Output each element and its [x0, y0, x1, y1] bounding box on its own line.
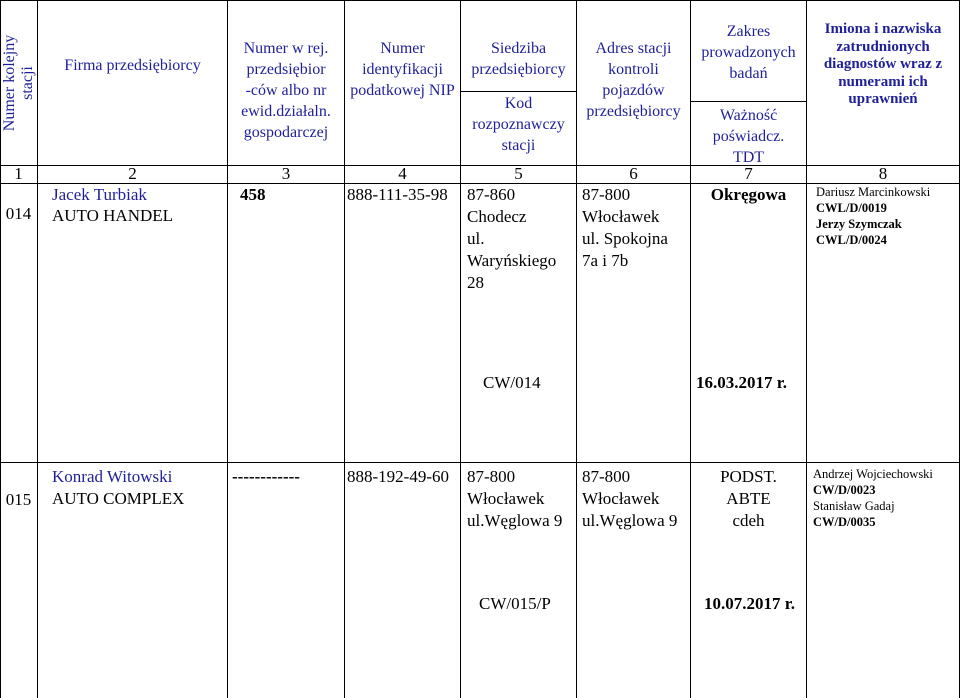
station-code: CW/015/P: [479, 594, 551, 613]
header-col1-text: Numer kolejny stacji: [1, 34, 36, 131]
column-number: 1: [14, 164, 23, 183]
header-col5-code: Kod rozpoznawczy stacji: [472, 95, 565, 154]
column-number: 4: [398, 164, 407, 183]
validity-date: 16.03.2017 r.: [696, 373, 787, 392]
diagnosticians: Dariusz Marcinkowski CWL/D/0019 Jerzy Szymczak CWL/D/0024: [816, 185, 931, 247]
header-col3: Numer w rej. przedsiębior -ców albo nr ewid.działaln. gospodarczej: [241, 40, 331, 141]
col-border-1: [37, 0, 38, 698]
header-col7-divider: [690, 101, 806, 102]
row-separator: [0, 462, 960, 463]
inspection-scope: Okręgowa: [710, 185, 787, 204]
column-number: 5: [514, 164, 523, 183]
table-top-border: [0, 0, 960, 1]
col-border-3: [344, 0, 345, 698]
registry-number: 458: [240, 185, 266, 204]
column-number: 8: [878, 164, 888, 183]
company-seat: 87-860 Chodecz ul. Waryńskiego 28: [467, 185, 557, 292]
column-number: 6: [629, 164, 638, 183]
column-number: 7: [744, 164, 753, 183]
header-col5-seat: Siedziba przedsiębiorcy: [471, 40, 566, 78]
owner-name: Jacek Turbiak: [52, 185, 147, 204]
station-code: CW/014: [483, 373, 541, 392]
column-number: 2: [128, 164, 137, 183]
header-col4: Numer identyfikacji podatkowej NIP: [350, 40, 455, 99]
validity-date: 10.07.2017 r.: [704, 594, 795, 613]
header-col8: Imiona i nazwiska zatrudnionych diagnostów wraz z numerami ich uprawnień: [823, 21, 943, 107]
company-seat: 87-800 Włocławek ul.Węglowa 9: [467, 467, 563, 530]
column-number: 3: [281, 164, 291, 183]
header-col7-validity: Ważność poświadcz. TDT: [712, 107, 785, 166]
company-name: AUTO COMPLEX: [52, 489, 185, 508]
station-address: 87-800 Włocławek ul. Spokojna 7a i 7b: [582, 185, 668, 270]
inspection-scope: PODST. ABTE cdeh: [720, 467, 777, 530]
station-number: 014: [5, 204, 32, 223]
header-col2: Firma przedsiębiorcy: [64, 57, 201, 74]
header-col5-divider: [460, 91, 576, 92]
owner-name: Konrad Witowski: [52, 467, 173, 486]
station-address: 87-800 Włocławek ul.Węglowa 9: [582, 467, 678, 530]
header-col7-scope: Zakres prowadzonych badań: [701, 23, 796, 82]
company-name: AUTO HANDEL: [52, 206, 174, 225]
station-number: 015: [5, 490, 32, 509]
header-col1: [2, 0, 36, 165]
nip-number: 888-192-49-60: [347, 467, 449, 486]
diagnosticians: Andrzej Wojciechowski CW/D/0023 Stanisław Gadaj CW/D/0035: [813, 467, 933, 529]
registry-number: ------------: [232, 467, 300, 486]
nip-number: 888-111-35-98: [347, 185, 448, 204]
header-col6: Adres stacji kontroli pojazdów przedsiębiorcy: [586, 40, 681, 120]
